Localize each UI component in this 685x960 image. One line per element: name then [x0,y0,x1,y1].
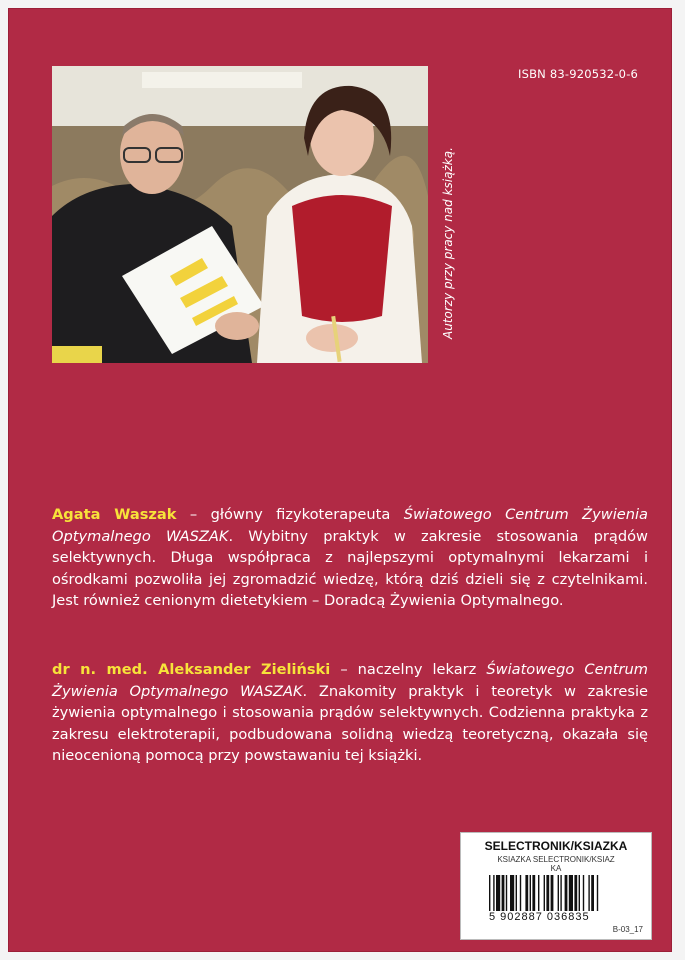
authors-photo-illustration [52,66,428,363]
bio-dash: – naczelny lekarz [330,661,487,678]
isbn-number: ISBN 83-920532-0-6 [518,67,639,81]
bio-dash: – główny fizykoterapeuta [176,506,404,523]
barcode-bar [558,875,559,911]
barcode-bar [520,875,521,911]
barcode-bar [516,875,517,911]
barcode-bar [532,875,535,911]
barcode-bar [538,875,539,911]
barcode-number: 5 902887 036835 [489,911,590,923]
barcode-bar [588,875,589,911]
barcode-code: B-03_17 [612,925,643,934]
barcode-subtitle-line2: KA [550,864,562,873]
barcode-bar [560,875,561,911]
authors-photo [52,66,428,363]
barcode-bar [530,875,531,911]
barcode-bar [583,875,584,911]
barcode-bar [591,875,594,911]
barcode-subtitle [461,855,651,873]
barcode-bar [544,875,545,911]
author-name: Agata Waszak [52,506,177,523]
barcode-subtitle-line1: KSIAZKA SELECTRONIK/KSIAZ [497,855,615,864]
barcode-bar [489,875,490,911]
barcode-bar [565,875,568,911]
bio-institution: Światowego Centrum Żywienia Optymalnego WASZAK [52,661,648,700]
barcode-bar [525,875,528,911]
barcode-bar [510,875,514,911]
barcode-bar [546,875,549,911]
barcode-bar [502,875,505,911]
barcode-bar [574,875,577,911]
barcode-bar [597,875,598,911]
author-name: dr n. med. Aleksander Zieliński [52,661,331,678]
barcode-bar [569,875,573,911]
bio-text: . Znakomity praktyk i teoretyk w zakresie żywienia optymalnego i stosowania prądów selektywnych. Codzienna praktyka z zakresu elektroterapii, podbudowana solidną wiedzą teoretyczną, okazała się nieocenioną pomocą przy powstawaniu tej książki. [52,682,648,765]
back-cover [8,8,672,952]
barcode-title: SELECTRONIK/KSIAZKA [484,839,628,853]
barcode-sticker [460,832,652,940]
barcode-bar [506,875,507,911]
bio-institution: Światowego Centrum Żywienia Optymalnego WASZAK [52,506,648,545]
barcode-bar [551,875,554,911]
barcode-bar [493,875,494,911]
photo-caption: Autorzy przy pracy nad książką. [441,147,455,339]
bio-text: . Wybitny praktyk w zakresie stosowania prądów selektywnych. Długa współpraca z najlepszymi optymalnymi lekarzami i ośrodkami pozwoliła jej zgromadzić wiedzę, którą dziś dzieli się z czytelnikami. Jest również cenionym dietetykiem – Doradcą Żywienia Optymalnego. [52,527,648,610]
barcode-bar [496,875,500,911]
barcode-bar [579,875,580,911]
author-bio-agata-waszak [52,504,648,612]
author-bio-aleksander-zielinski [52,659,648,767]
barcode-bars [489,875,635,911]
